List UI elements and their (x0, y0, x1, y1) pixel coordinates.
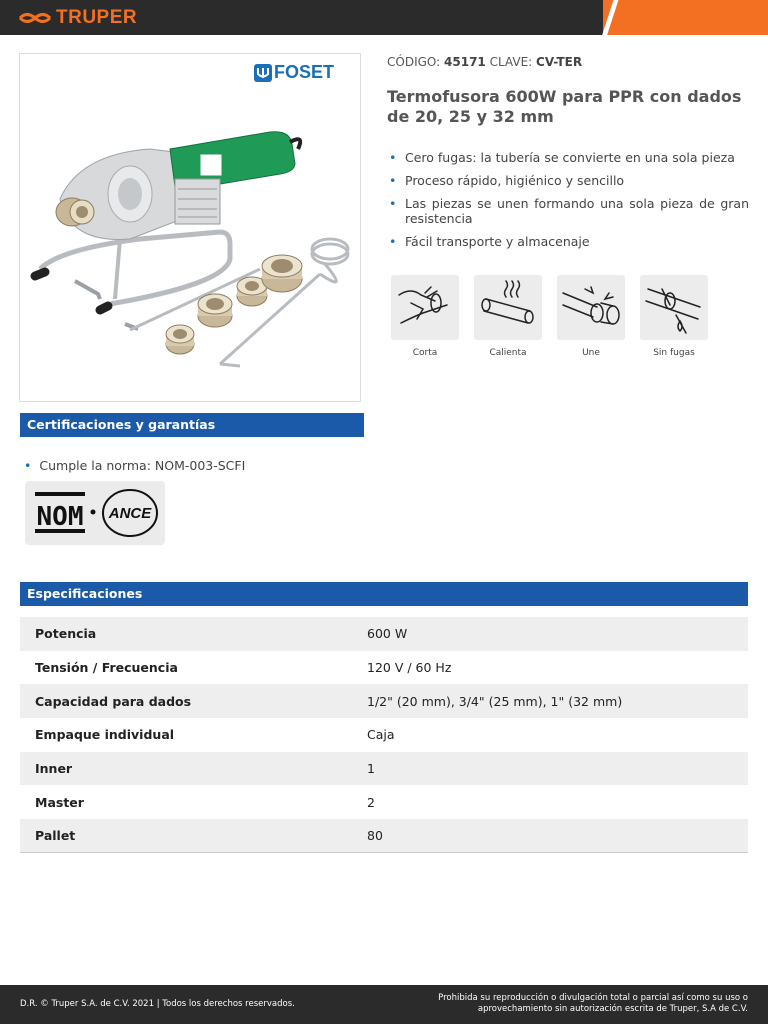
page-footer (0, 985, 768, 1024)
table-row (20, 684, 748, 718)
feature-item: • Las piezas se unen formando una sola pieza de gran resistencia (389, 196, 749, 226)
join-pipe-icon (557, 275, 625, 340)
table-row (20, 718, 748, 752)
process-step-cut (390, 275, 460, 358)
table-divider (20, 852, 748, 853)
copyright-text: D.R. © Truper S.A. de C.V. 2021 | Todos los derechos reservados. (20, 999, 295, 1009)
certifications-heading: Certificaciones y garantías (20, 413, 364, 437)
feature-list (389, 150, 749, 257)
foset-logo (254, 62, 334, 83)
key-label: CLAVE: (489, 55, 533, 69)
process-step-heat (473, 275, 543, 358)
spec-value: 1 (367, 761, 375, 777)
legal-notice-line: aprovechamiento sin autorización escrita de Truper, S.A de C.V. (477, 1004, 748, 1014)
spec-key: Tensión / Frecuencia (35, 660, 178, 676)
spec-key: Pallet (35, 828, 76, 844)
truper-logo-icon (18, 11, 52, 25)
certification-item (24, 458, 245, 473)
spec-value: 120 V / 60 Hz (367, 660, 452, 676)
spec-value: 2 (367, 794, 375, 810)
heat-pipe-icon (474, 275, 542, 340)
feature-item: • Fácil transporte y almacenaje (389, 234, 749, 249)
spec-key: Potencia (35, 626, 97, 642)
header-accent (603, 0, 768, 35)
table-row (20, 617, 748, 651)
nom-ance-logo (25, 481, 165, 545)
product-code-line (387, 55, 582, 69)
spec-key: Inner (35, 761, 73, 777)
spec-value: 80 (367, 828, 383, 844)
thermofusion-tool-illustration (20, 54, 360, 401)
process-label: Calienta (489, 348, 527, 358)
specifications-table (20, 617, 748, 853)
nom-ance-badge (25, 481, 165, 545)
spec-value: 1/2" (20 mm), 3/4" (25 mm), 1" (32 mm) (367, 693, 623, 709)
feature-item: • Proceso rápido, higiénico y sencillo (389, 173, 749, 188)
table-row (20, 819, 748, 853)
specifications-heading: Especificaciones (20, 582, 748, 606)
spec-key: Master (35, 794, 84, 810)
spec-value: Caja (367, 727, 395, 743)
spec-value: 600 W (367, 626, 408, 642)
bullet-icon: • (24, 458, 32, 473)
brand-name: TRUPER (56, 7, 138, 28)
top-header (0, 0, 768, 35)
spec-key: Empaque individual (35, 727, 175, 743)
process-step-join (556, 275, 626, 358)
foset-logo-text: FOSET (274, 62, 335, 82)
product-image (19, 53, 361, 402)
process-label: Une (582, 348, 600, 358)
table-row (20, 651, 748, 685)
table-row (20, 785, 748, 819)
code-value: 45171 (444, 55, 486, 69)
legal-notice (418, 993, 748, 1015)
table-row (20, 752, 748, 786)
process-label: Sin fugas (653, 348, 695, 358)
code-label: CÓDIGO: (387, 55, 441, 69)
ance-text: ANCE (108, 505, 152, 522)
spec-key: Capacidad para dados (35, 693, 192, 709)
product-title: Termofusora 600W para PPR con dados de 20, 25 y 32 mm (387, 87, 742, 126)
legal-notice-line: Prohibida su reproducción o divulgación total o parcial así como su uso o (438, 993, 748, 1003)
cut-pipe-icon (391, 275, 459, 340)
truper-logo[interactable] (18, 8, 137, 28)
foset-mark-icon (254, 64, 272, 82)
nom-text: NOM (36, 502, 84, 532)
certification-text: Cumple la norma: NOM-003-SCFI (39, 458, 246, 473)
key-value: CV-TER (536, 55, 583, 69)
process-label: Corta (412, 348, 438, 358)
process-step-no-leak (639, 275, 709, 358)
no-leak-icon (640, 275, 708, 340)
feature-item: • Cero fugas: la tubería se convierte en una sola pieza (389, 150, 749, 165)
